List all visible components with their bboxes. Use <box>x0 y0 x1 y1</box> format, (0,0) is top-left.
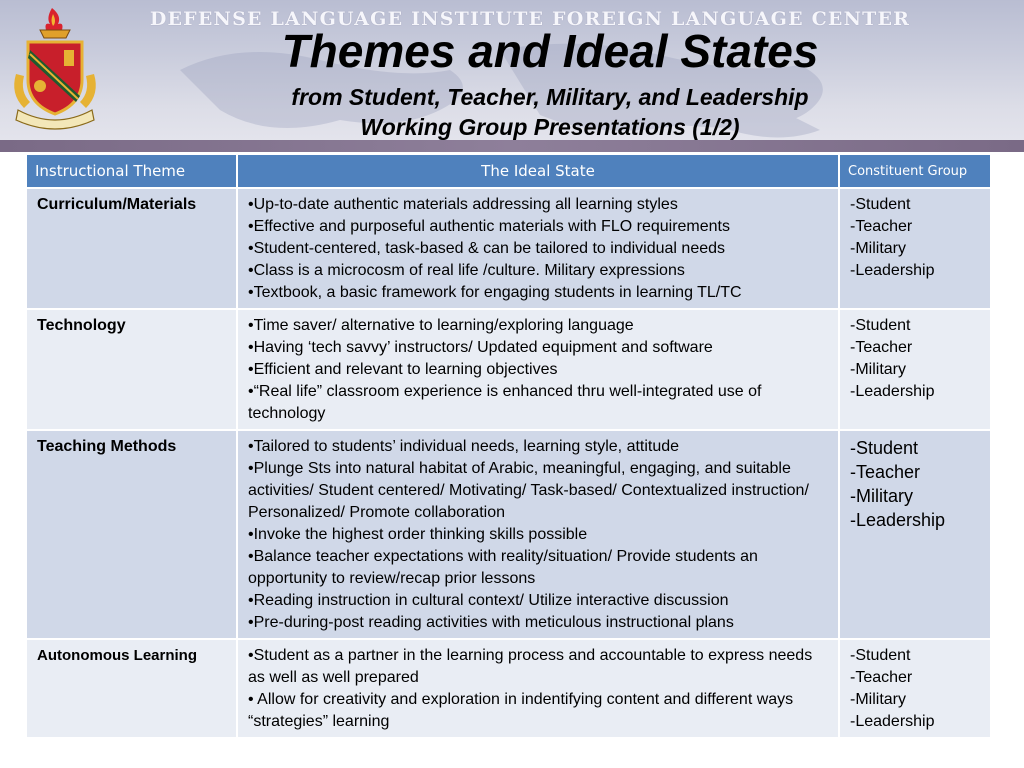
header-ideal-state: The Ideal State <box>237 154 839 188</box>
group-item: -Student <box>850 196 911 213</box>
row-ideal-state <box>237 309 839 430</box>
ideal-item: •Balance teacher expectations with reality/situation/ Provide students an opportunity to review/recap prior lessons <box>248 548 758 587</box>
ideal-item: • Allow for creativity and exploration in indentifying content and different ways “strategies” learning <box>248 691 794 730</box>
table-row <box>26 639 991 738</box>
group-item: -Teacher <box>850 462 921 482</box>
ideal-item: •Having ‘tech savvy’ instructors/ Updated equipment and software <box>248 339 713 356</box>
slide-subtitle-line2: Working Group Presentations (1/2) <box>360 114 740 140</box>
header-instructional-theme: Instructional Theme <box>26 154 237 188</box>
ideal-item: •Pre-during-post reading activities with meticulous instructional plans <box>248 614 734 631</box>
ideal-item: •Efficient and relevant to learning objectives <box>248 361 558 378</box>
ideal-item: •“Real life” classroom experience is enhanced thru well-integrated use of technology <box>248 383 762 422</box>
ideal-item: •Up-to-date authentic materials addressing all learning styles <box>248 196 678 213</box>
row-constituent-groups <box>839 430 991 639</box>
ideal-item: •Effective and purposeful authentic materials with FLO requirements <box>248 218 730 235</box>
group-item: -Teacher <box>850 669 913 686</box>
row-constituent-groups <box>839 188 991 309</box>
slide-subtitle-line1: from Student, Teacher, Military, and Leadership <box>291 84 809 110</box>
ideal-item: •Student-centered, task-based & can be tailored to individual needs <box>248 240 726 257</box>
row-theme: Curriculum/Materials <box>26 188 237 309</box>
ideal-item: •Class is a microcosm of real life /culture. Military expressions <box>248 262 685 279</box>
ideal-item: •Invoke the highest order thinking skills possible <box>248 526 588 543</box>
table-row <box>26 188 991 309</box>
row-constituent-groups <box>839 309 991 430</box>
ideal-item: •Student as a partner in the learning process and accountable to express needs as well as well prepared <box>248 647 813 686</box>
group-item: -Teacher <box>850 339 913 356</box>
table-row <box>26 430 991 639</box>
table-header-row <box>26 154 991 188</box>
table-row <box>26 309 991 430</box>
group-item: -Leadership <box>850 510 946 530</box>
group-item: -Leadership <box>850 262 935 279</box>
row-theme: Autonomous Learning <box>26 639 237 738</box>
ideal-item: •Time saver/ alternative to learning/exploring language <box>248 317 634 334</box>
row-theme: Technology <box>26 309 237 430</box>
slide-title: Themes and Ideal States <box>281 25 819 77</box>
group-item: -Teacher <box>850 218 913 235</box>
row-ideal-state <box>237 430 839 639</box>
row-theme: Teaching Methods <box>26 430 237 639</box>
group-item: -Student <box>850 647 911 664</box>
themes-table <box>25 153 992 739</box>
header-constituent-group: Constituent Group <box>839 154 991 188</box>
ideal-item: •Reading instruction in cultural context/ Utilize interactive discussion <box>248 592 729 609</box>
banner-stripe <box>0 140 1024 152</box>
themes-table-container <box>25 153 990 739</box>
group-item: -Military <box>850 691 906 708</box>
group-item: -Leadership <box>850 383 935 400</box>
crest-icon <box>6 4 104 132</box>
group-item: -Student <box>850 438 919 458</box>
organization-name: DEFENSE LANGUAGE INSTITUTE FOREIGN LANGUAGE CENTER <box>149 8 911 30</box>
row-ideal-state <box>237 188 839 309</box>
group-item: -Leadership <box>850 713 935 730</box>
row-constituent-groups <box>839 639 991 738</box>
group-item: -Military <box>850 240 906 257</box>
group-item: -Military <box>850 361 906 378</box>
group-item: -Military <box>850 486 913 506</box>
row-ideal-state <box>237 639 839 738</box>
ideal-item: •Plunge Sts into natural habitat of Arabic, meaningful, engaging, and suitable activities/ Student centered/ Motivating/ Task-based/ Contextualized instruction/ Personalized/ Promote collaboration <box>248 460 809 521</box>
group-item: -Student <box>850 317 911 334</box>
ideal-item: •Textbook, a basic framework for engaging students in learning TL/TC <box>248 284 742 301</box>
ideal-item: •Tailored to students’ individual needs, learning style, attitude <box>248 438 680 455</box>
